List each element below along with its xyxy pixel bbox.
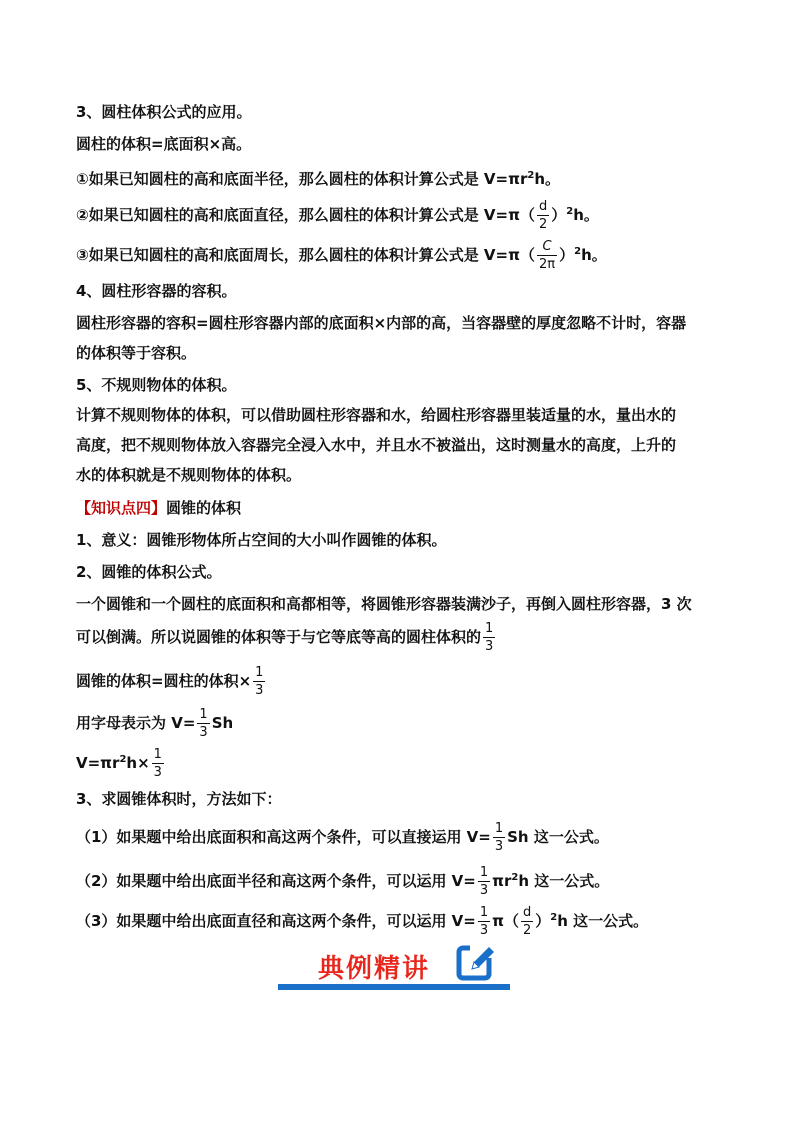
formula-diameter: ②如果已知圆柱的高和底面直径，那么圆柱的体积计算公式是 V=π（ $\frac{d}{2}$ ）$^2$h。 (76, 199, 599, 232)
fraction-one-third: $\frac{1}{3}$ (479, 905, 489, 938)
fraction-one-third: $\frac{1}{3}$ (255, 665, 264, 698)
cone-pi-formula: $V=\pi r^2h\times$ $\frac{1}{3}$ (76, 747, 162, 780)
irregular-volume-text-2: 高度，把不规则物体放入容器完全浸入水中，并且水不被溢出，这时测量水的高度，上升的 (76, 436, 677, 454)
fraction-d-over-2: $\frac{d}{2}$ (538, 199, 548, 232)
fraction-one-third: $\frac{1}{3}$ (199, 707, 208, 740)
cone-methods-heading: 3、求圆锥体积时，方法如下： (76, 790, 282, 808)
container-capacity-text-2: 的体积等于容积。 (76, 344, 197, 362)
fraction-d-over-2: $\frac{d}{2}$ (523, 905, 532, 938)
cone-method-1: （1）如果题中给出底面积和高这两个条件，可以直接运用 V= $\frac{1}{3}$ Sh 这一公式。 (76, 821, 609, 854)
fraction-one-third: $\frac{1}{3}$ (485, 621, 494, 654)
cone-volume-formula: 圆锥的体积=圆柱的体积× $\frac{1}{3}$ (76, 665, 264, 698)
section-heading-5: 5、不规则物体的体积。 (76, 376, 237, 394)
irregular-volume-text-1: 计算不规则物体的体积，可以借助圆柱形容器和水，给圆柱形容器里装适量的水，量出水的 (76, 406, 677, 424)
edit-pencil-icon (456, 942, 500, 982)
banner-title: 典例精讲 (318, 954, 431, 984)
cone-explanation-1: 一个圆锥和一个圆柱的底面积和高都相等，将圆锥形容器装满沙子，再倒入圆柱形容器，3 次 (76, 595, 692, 613)
cone-explanation-2: 可以倒满。所以说圆锥的体积等于与它等底等高的圆柱体积的 $\frac{1}{3}$ (76, 621, 494, 654)
container-capacity-text-1: 圆柱形容器的容积=圆柱形容器内部的底面积×内部的高，当容器壁的厚度忽略不计时，容器 (76, 314, 687, 332)
section-heading-4: 4、圆柱形容器的容积。 (76, 282, 237, 300)
formula-radius: ①如果已知圆柱的高和底面半径，那么圆柱的体积计算公式是 $V=\pi r^2h$。 (76, 170, 561, 188)
cone-method-2: （2）如果题中给出底面半径和高这两个条件，可以运用 V= $\frac{1}{3}$ $\pi r^2h$ 这一公式。 (76, 865, 610, 898)
fraction-one-third: $\frac{1}{3}$ (479, 865, 489, 898)
irregular-volume-text-3: 水的体积就是不规则物体的体积。 (76, 466, 302, 484)
cone-method-3: （3）如果题中给出底面直径和高这两个条件，可以运用 V= $\frac{1}{3}$ π（ $\frac{d}{2}$ ）$^2$h 这一公式。 (76, 905, 649, 938)
fraction-one-third: $\frac{1}{3}$ (494, 821, 504, 854)
section-heading-3: 3、圆柱体积公式的应用。 (76, 103, 252, 121)
cylinder-volume-formula: 圆柱的体积=底面积×高。 (76, 135, 252, 153)
fraction-one-third: $\frac{1}{3}$ (153, 747, 162, 780)
cone-meaning: 1、意义：圆锥形物体所占空间的大小叫作圆锥的体积。 (76, 531, 447, 549)
formula-circumference: ③如果已知圆柱的高和底面周长，那么圆柱的体积计算公式是 V=π（ $\frac{C}{2\pi}$ ）$^2$h。 (76, 239, 607, 272)
cone-formula-heading: 2、圆锥的体积公式。 (76, 563, 222, 581)
knowledge-point-4-heading: 【知识点四】圆锥的体积 (76, 499, 242, 517)
example-banner (278, 940, 510, 996)
fraction-c-over-2pi: $\frac{C}{2\pi}$ (538, 239, 556, 272)
cone-letter-formula: 用字母表示为 V= $\frac{1}{3}$ Sh (76, 707, 234, 740)
